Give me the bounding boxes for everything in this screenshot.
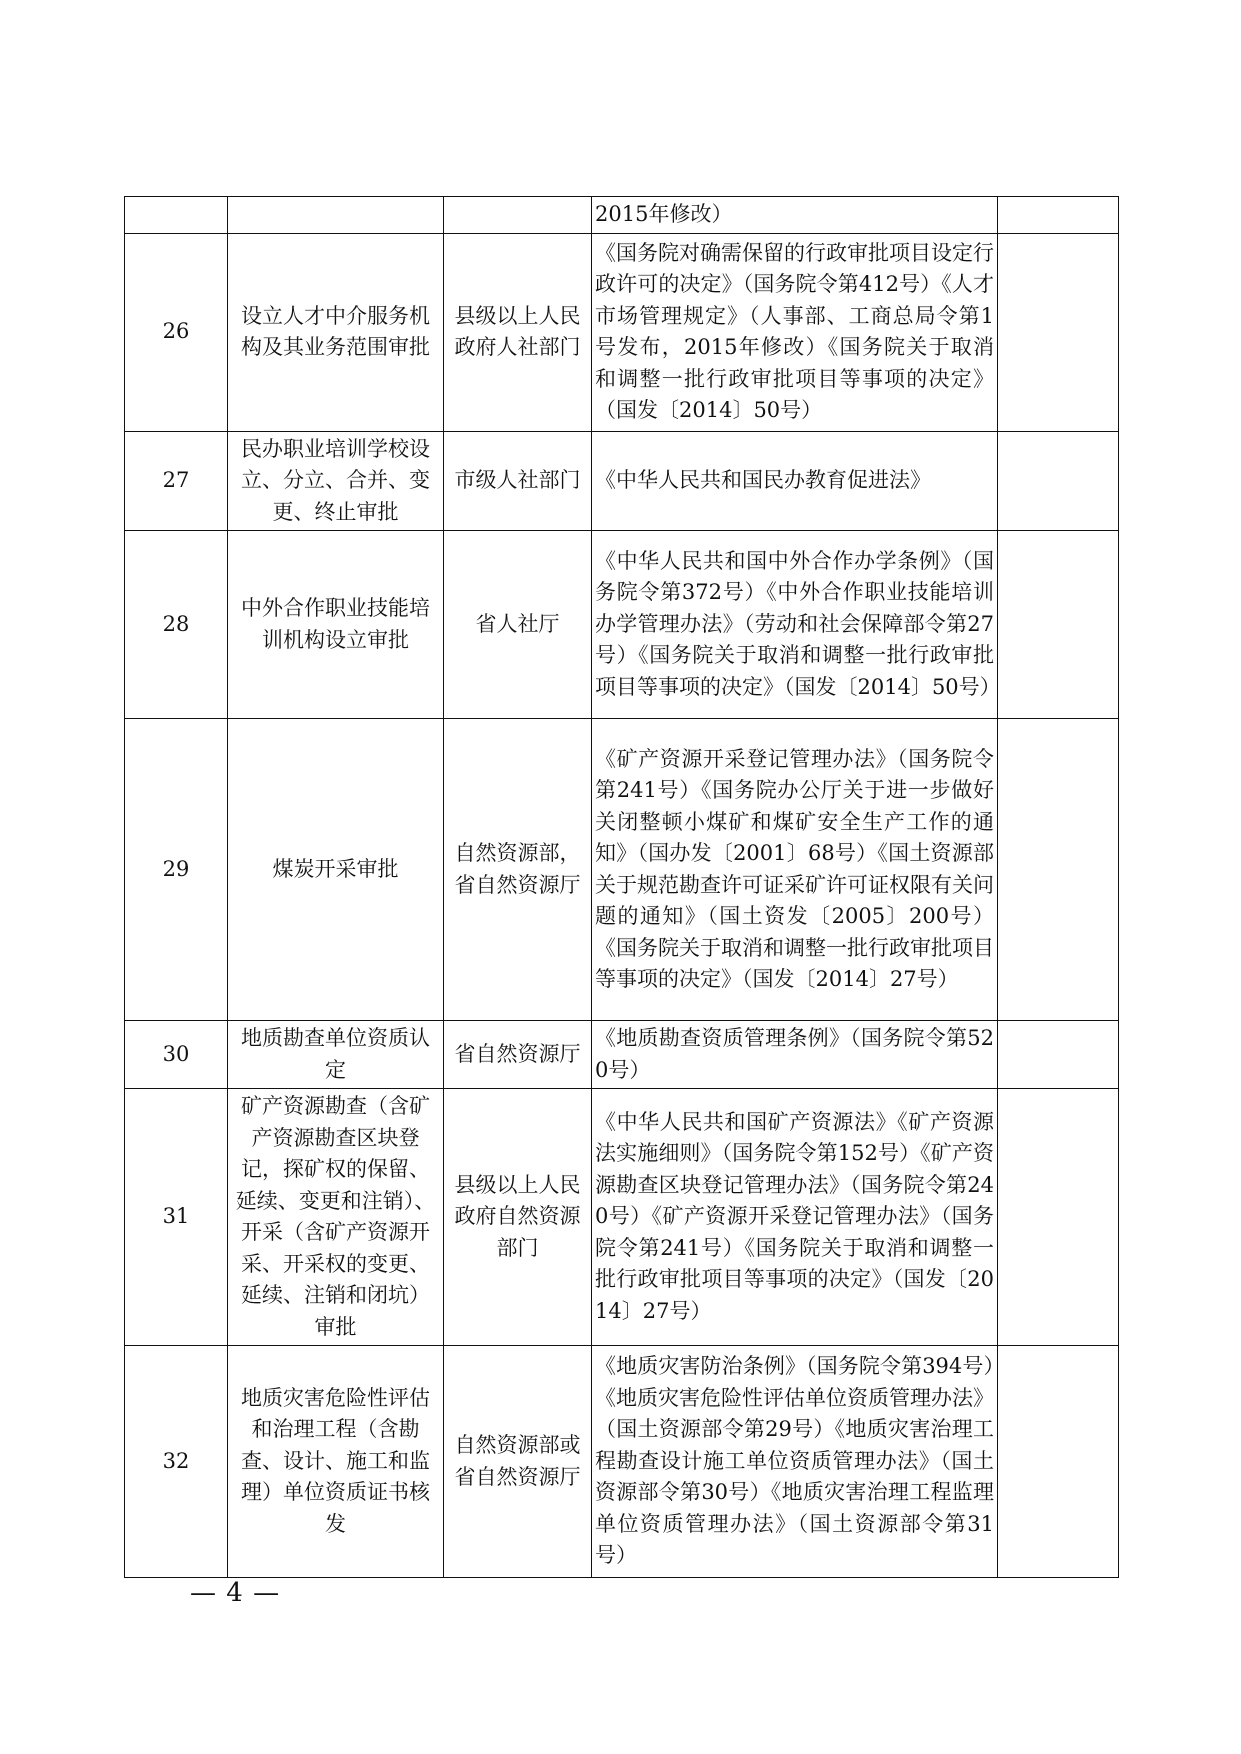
item-name: 煤炭开采审批	[228, 719, 444, 1021]
department: 省人社厅	[444, 531, 592, 719]
legal-basis: 《矿产资源开采登记管理办法》（国务院令第241号）《国务院办公厅关于进一步做好关闭整顿小煤矿和煤矿安全生产工作的通知》（国办发〔2001〕68号）《国土资源部关于规范勘查许可证采矿许可证权限有关问题的通知》（国土资发〔2005〕200号）《国务院关于取消和调整一批行政审批项目等事项的决定》（国发〔2014〕27号）	[592, 719, 998, 1021]
department: 自然资源部，省自然资源厅	[444, 719, 592, 1021]
row-number: 32	[125, 1346, 228, 1578]
table-row	[125, 1089, 1119, 1346]
remarks	[998, 1346, 1119, 1578]
remarks	[998, 233, 1119, 431]
table-row	[125, 1346, 1119, 1578]
legal-basis: 《中华人民共和国矿产资源法》《矿产资源法实施细则》（国务院令第152号）《矿产资源勘查区块登记管理办法》（国务院令第240号）《矿产资源开采登记管理办法》（国务院令第241号）《国务院关于取消和调整一批行政审批项目等事项的决定》（国发〔2014〕27号）	[592, 1089, 998, 1346]
row-number: 30	[125, 1021, 228, 1089]
item-name: 矿产资源勘查（含矿产资源勘查区块登记，探矿权的保留、延续、变更和注销）、开采（含矿产资源开采、开采权的变更、延续、注销和闭坑）审批	[228, 1089, 444, 1346]
row-number	[125, 197, 228, 234]
department: 省自然资源厅	[444, 1021, 592, 1089]
department: 县级以上人民政府人社部门	[444, 233, 592, 431]
item-name: 中外合作职业技能培训机构设立审批	[228, 531, 444, 719]
table-row	[125, 719, 1119, 1021]
legal-basis: 《地质勘查资质管理条例》（国务院令第520号）	[592, 1021, 998, 1089]
approval-items-table	[124, 196, 1119, 1578]
department	[444, 197, 592, 234]
legal-basis: 《中华人民共和国民办教育促进法》	[592, 431, 998, 531]
item-name: 地质灾害危险性评估和治理工程（含勘查、设计、施工和监理）单位资质证书核发	[228, 1346, 444, 1578]
remarks	[998, 1021, 1119, 1089]
page-number: — 4 —	[190, 1578, 281, 1608]
table-row	[125, 197, 1119, 234]
legal-basis: 2015年修改）	[592, 197, 998, 234]
department: 县级以上人民政府自然资源部门	[444, 1089, 592, 1346]
department: 自然资源部或省自然资源厅	[444, 1346, 592, 1578]
remarks	[998, 197, 1119, 234]
table-row	[125, 431, 1119, 531]
item-name: 民办职业培训学校设立、分立、合并、变更、终止审批	[228, 431, 444, 531]
table-row	[125, 233, 1119, 431]
legal-basis: 《地质灾害防治条例》（国务院令第394号）《地质灾害危险性评估单位资质管理办法》（国土资源部令第29号）《地质灾害治理工程勘查设计施工单位资质管理办法》（国土资源部令第30号）《地质灾害治理工程监理单位资质管理办法》（国土资源部令第31号）	[592, 1346, 998, 1578]
table-row	[125, 1021, 1119, 1089]
item-name: 设立人才中介服务机构及其业务范围审批	[228, 233, 444, 431]
remarks	[998, 431, 1119, 531]
remarks	[998, 719, 1119, 1021]
legal-basis: 《国务院对确需保留的行政审批项目设定行政许可的决定》（国务院令第412号）《人才市场管理规定》（人事部、工商总局令第1号发布，2015年修改）《国务院关于取消和调整一批行政审批项目等事项的决定》（国发〔2014〕50号）	[592, 233, 998, 431]
remarks	[998, 1089, 1119, 1346]
item-name: 地质勘查单位资质认定	[228, 1021, 444, 1089]
row-number: 26	[125, 233, 228, 431]
row-number: 31	[125, 1089, 228, 1346]
department: 市级人社部门	[444, 431, 592, 531]
item-name	[228, 197, 444, 234]
row-number: 28	[125, 531, 228, 719]
table-row	[125, 531, 1119, 719]
row-number: 29	[125, 719, 228, 1021]
row-number: 27	[125, 431, 228, 531]
legal-basis: 《中华人民共和国中外合作办学条例》（国务院令第372号）《中外合作职业技能培训办学管理办法》（劳动和社会保障部令第27号）《国务院关于取消和调整一批行政审批项目等事项的决定》（国发〔2014〕50号）	[592, 531, 998, 719]
remarks	[998, 531, 1119, 719]
